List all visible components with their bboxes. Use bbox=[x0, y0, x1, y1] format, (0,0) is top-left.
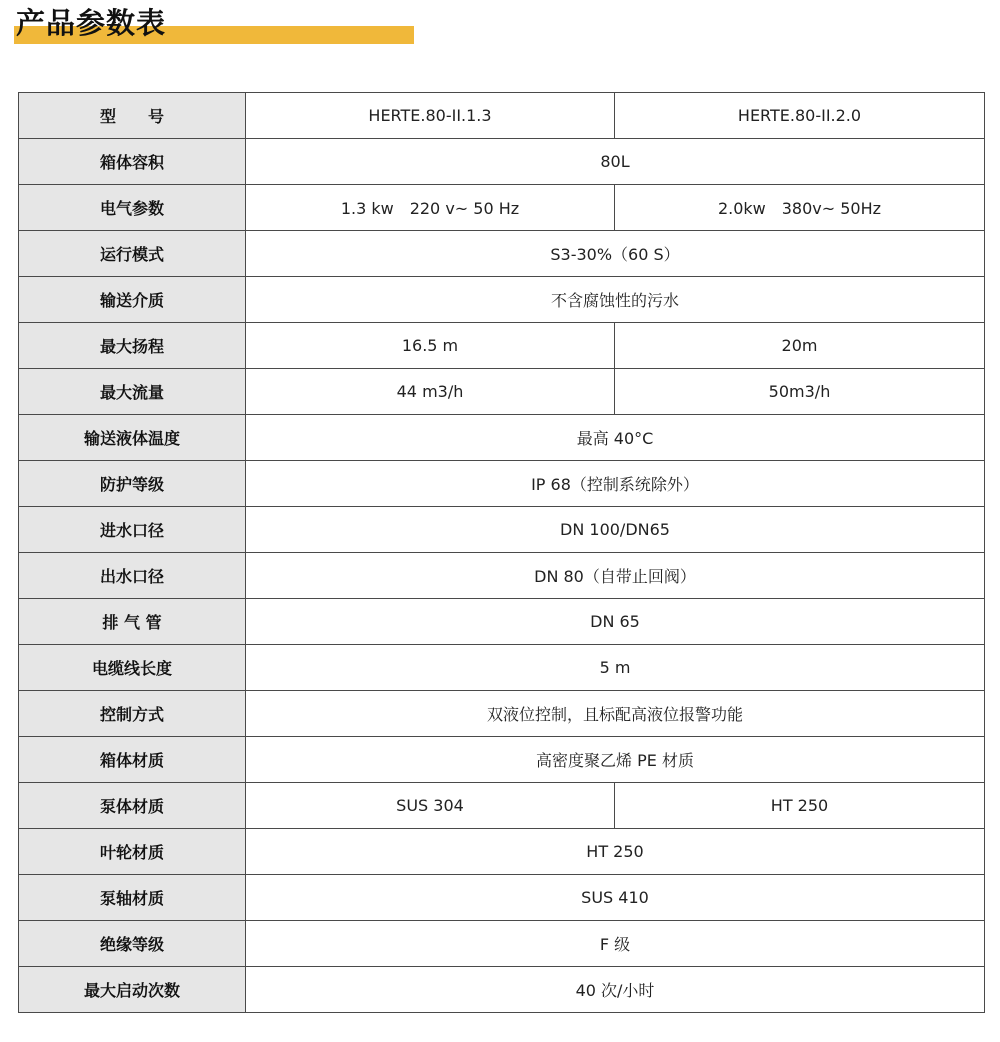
row-label: 防护等级 bbox=[19, 461, 246, 507]
product-parameters-table bbox=[18, 92, 985, 1013]
row-label: 电缆线长度 bbox=[19, 645, 246, 691]
table-row bbox=[19, 323, 985, 369]
row-label: 泵轴材质 bbox=[19, 875, 246, 921]
table-body bbox=[19, 93, 985, 1013]
table-row bbox=[19, 783, 985, 829]
table-row bbox=[19, 507, 985, 553]
table-row bbox=[19, 277, 985, 323]
table-row bbox=[19, 921, 985, 967]
table-row bbox=[19, 829, 985, 875]
row-value: 80L bbox=[246, 139, 985, 185]
row-label: 进水口径 bbox=[19, 507, 246, 553]
row-value: 40 次/小时 bbox=[246, 967, 985, 1013]
table-row bbox=[19, 93, 985, 139]
row-value-model-2: 20m bbox=[615, 323, 985, 369]
row-label: 箱体材质 bbox=[19, 737, 246, 783]
row-label: 输送液体温度 bbox=[19, 415, 246, 461]
table-row bbox=[19, 231, 985, 277]
row-label: 最大扬程 bbox=[19, 323, 246, 369]
row-label: 泵体材质 bbox=[19, 783, 246, 829]
row-label: 绝缘等级 bbox=[19, 921, 246, 967]
table-row bbox=[19, 369, 985, 415]
table-row bbox=[19, 185, 985, 231]
row-label: 排 气 管 bbox=[19, 599, 246, 645]
row-label: 型 号 bbox=[19, 93, 246, 139]
row-value-model-1: 44 m3/h bbox=[246, 369, 615, 415]
row-value-model-1: SUS 304 bbox=[246, 783, 615, 829]
row-value: DN 100/DN65 bbox=[246, 507, 985, 553]
row-value: S3-30%（60 S） bbox=[246, 231, 985, 277]
table-row bbox=[19, 461, 985, 507]
row-value: 5 m bbox=[246, 645, 985, 691]
page-title: 产品参数表 bbox=[16, 6, 167, 40]
row-value: F 级 bbox=[246, 921, 985, 967]
row-label: 运行模式 bbox=[19, 231, 246, 277]
row-value: IP 68（控制系统除外） bbox=[246, 461, 985, 507]
table-row bbox=[19, 967, 985, 1013]
table-row bbox=[19, 737, 985, 783]
table-row bbox=[19, 691, 985, 737]
row-label: 最大流量 bbox=[19, 369, 246, 415]
row-value-model-2: HT 250 bbox=[615, 783, 985, 829]
row-label: 控制方式 bbox=[19, 691, 246, 737]
row-value-model-2: 50m3/h bbox=[615, 369, 985, 415]
page-header bbox=[14, 4, 414, 44]
row-label: 电气参数 bbox=[19, 185, 246, 231]
table-row bbox=[19, 553, 985, 599]
row-value-model-1: HERTE.80-II.1.3 bbox=[246, 93, 615, 139]
row-value: SUS 410 bbox=[246, 875, 985, 921]
row-value: HT 250 bbox=[246, 829, 985, 875]
row-label: 出水口径 bbox=[19, 553, 246, 599]
row-value: 最高 40°C bbox=[246, 415, 985, 461]
table-row bbox=[19, 645, 985, 691]
row-value: 不含腐蚀性的污水 bbox=[246, 277, 985, 323]
row-label: 箱体容积 bbox=[19, 139, 246, 185]
row-value-model-2: HERTE.80-II.2.0 bbox=[615, 93, 985, 139]
row-value: 双液位控制，且标配高液位报警功能 bbox=[246, 691, 985, 737]
row-value-model-2: 2.0kw 380v~ 50Hz bbox=[615, 185, 985, 231]
table-row bbox=[19, 875, 985, 921]
row-value-model-1: 16.5 m bbox=[246, 323, 615, 369]
table-row bbox=[19, 415, 985, 461]
row-value: DN 80（自带止回阀） bbox=[246, 553, 985, 599]
row-value-model-1: 1.3 kw 220 v~ 50 Hz bbox=[246, 185, 615, 231]
row-label: 输送介质 bbox=[19, 277, 246, 323]
row-value: DN 65 bbox=[246, 599, 985, 645]
row-label: 叶轮材质 bbox=[19, 829, 246, 875]
row-value: 高密度聚乙烯 PE 材质 bbox=[246, 737, 985, 783]
table-row bbox=[19, 139, 985, 185]
row-label: 最大启动次数 bbox=[19, 967, 246, 1013]
table-row bbox=[19, 599, 985, 645]
